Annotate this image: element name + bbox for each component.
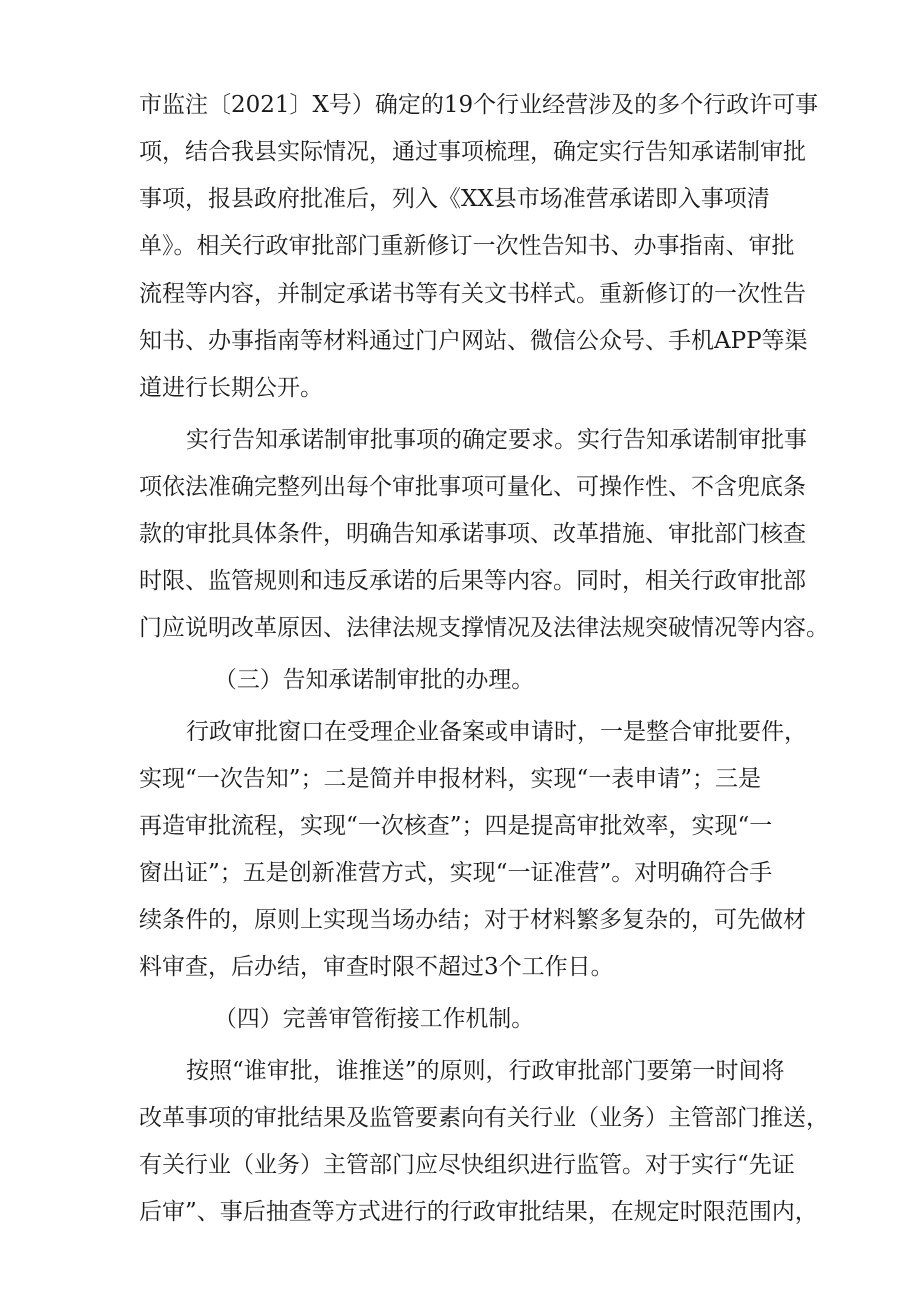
paragraph-line: 款的审批具体条件，明确告知承诺事项、改革措施、审批部门核查 [139, 521, 806, 547]
paragraph-line: 项依法准确完整列出每个审批事项可量化、可操作性、不含兜底条 [139, 474, 806, 500]
section-heading: （三）告知承诺制审批的办理。 [214, 667, 535, 693]
paragraph-line: 行政审批窗口在受理企业备案或申请时，一是整合审批要件， [186, 719, 807, 745]
paragraph-line: 单》。相关行政审批部门重新修订一次性告知书、办事指南、审批 [139, 233, 795, 259]
paragraph-line: 实现“一次告知”；二是简并申报材料，实现“一表申请”；三是 [139, 766, 762, 792]
paragraph-line: 市监注〔2021〕X号）确定的19个行业经营涉及的多个行政许可事 [139, 92, 819, 118]
paragraph-line: 时限、监管规则和违反承诺的后果等内容。同时，相关行政审批部 [139, 568, 806, 594]
paragraph-line: 再造审批流程，实现“一次核查”；四是提高审批效率，实现“一 [139, 813, 773, 839]
paragraph-line: 道进行长期公开。 [139, 375, 323, 401]
paragraph-line: 流程等内容，并制定承诺书等有关文书样式。重新修订的一次性告 [139, 281, 806, 307]
paragraph-line: 续条件的，原则上实现当场办结；对于材料繁多复杂的，可先做材 [139, 907, 806, 933]
paragraph-line: 门应说明改革原因、法律法规支撑情况及法律法规突破情况等内容。 [139, 615, 829, 641]
paragraph-line: 事项，报县政府批准后，列入《XX县市场准营承诺即入事项清 [139, 186, 770, 212]
paragraph-line: 窗出证”；五是创新准营方式，实现“一证准营”。对明确符合手 [139, 860, 773, 886]
paragraph-line: 有关行业（业务）主管部门应尽快组织进行监管。对于实行“先证 [139, 1152, 795, 1178]
paragraph-line: 实行告知承诺制审批事项的确定要求。实行告知承诺制审批事 [186, 427, 807, 453]
paragraph-line: 料审查，后办结，审查时限不超过3个工作日。 [139, 954, 614, 980]
section-heading: （四）完善审管衔接工作机制。 [214, 1006, 535, 1032]
paragraph-line: 按照“谁审批，谁推送”的原则，行政审批部门要第一时间将 [186, 1058, 785, 1084]
paragraph-line: 知书、办事指南等材料通过门户网站、微信公众号、手机APP等渠 [139, 328, 808, 354]
paragraph-line: 改革事项的审批结果及监管要素向有关行业（业务）主管部门推送， [139, 1105, 829, 1131]
paragraph-line: 后审”、事后抽查等方式进行的行政审批结果，在规定时限范围内， [139, 1199, 818, 1225]
paragraph-line: 项，结合我县实际情况，通过事项梳理，确定实行告知承诺制审批 [139, 139, 806, 165]
